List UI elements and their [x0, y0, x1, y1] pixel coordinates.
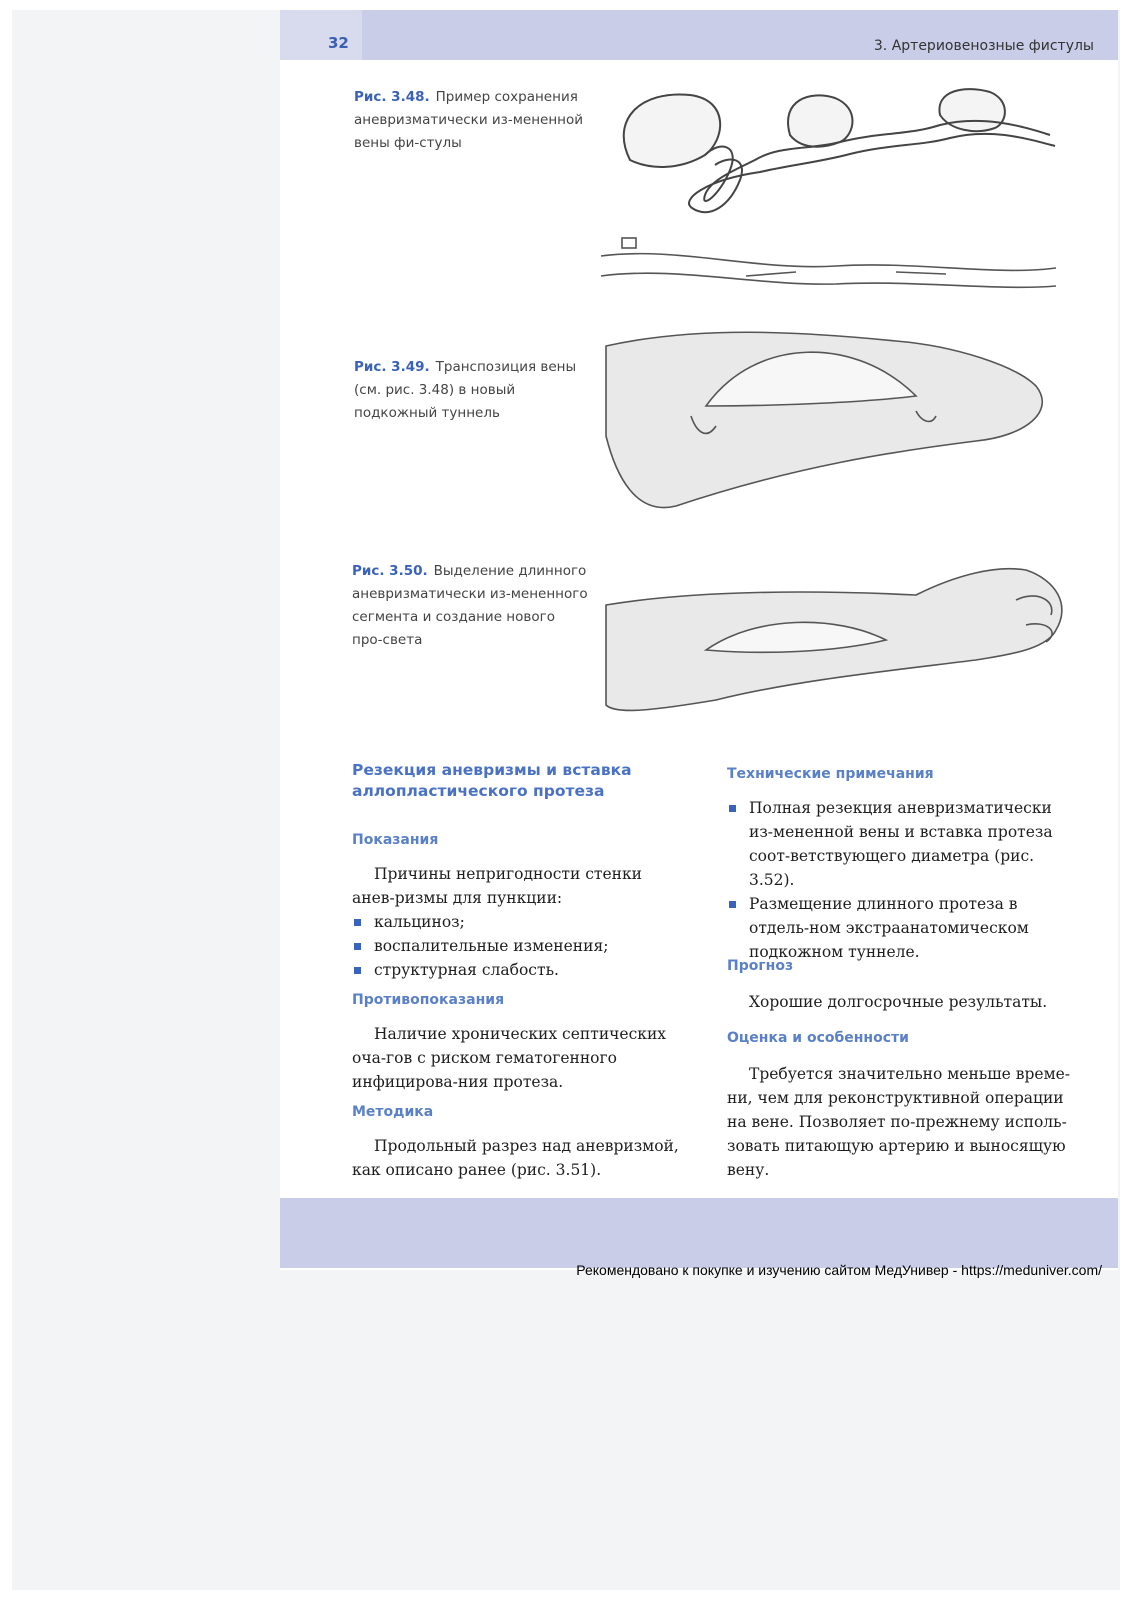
list-item: Полная резекция аневризматически из-мененной вены и вставка протеза соот-ветствующего диаметра (рис. 3.52). [727, 796, 1079, 892]
bullet-square-icon [354, 919, 361, 926]
page-number-box [280, 10, 362, 60]
figure-caption-3-50 [352, 560, 588, 652]
footer-band [280, 1198, 1118, 1268]
page-number: 32 [328, 34, 349, 52]
section-title-resection: Резекция аневризмы и вставка аллопластического протеза [352, 761, 632, 800]
bullet-square-icon [354, 967, 361, 974]
subhead-indications: Показания [352, 832, 439, 848]
method-text: Продольный разрез над аневризмой, как описано ранее (рис. 3.51). [352, 1137, 679, 1179]
figure-caption-text: Транспозиция вены (см. рис. 3.48) в новый подкожный туннель [354, 359, 577, 421]
subhead-method: Методика [352, 1104, 434, 1120]
running-head: 3. Артериовенозные фистулы [873, 38, 1094, 54]
figure-label: Рис. 3.48. [354, 89, 430, 105]
figure-illustration-aneurysmal-vein [610, 80, 1080, 230]
technical-notes-list [727, 796, 1079, 964]
figure-illustration-vein-transposition [596, 236, 1076, 526]
list-item: Размещение длинного протеза в отдель-ном экстраанатомическом подкожном туннеле. [727, 892, 1079, 964]
list-item: кальциноз; [352, 910, 688, 934]
figure-label: Рис. 3.49. [354, 359, 430, 375]
subhead-evaluation: Оценка и особенности [727, 1030, 909, 1046]
subhead-technical-notes: Технические примечания [727, 766, 934, 782]
evaluation-text: Требуется значительно меньше време-ни, чем для реконструктивной операции на вене. Позволяет по-прежнему исполь-зовать питающую артерию и выносящую вену. [727, 1065, 1071, 1179]
indications-intro: Причины непригодности стенки анев-ризмы для пункции: [352, 865, 642, 907]
figure-caption-3-48 [354, 86, 584, 155]
bullet-square-icon [729, 805, 736, 812]
figure-caption-3-49 [354, 356, 584, 425]
bullet-square-icon [729, 901, 736, 908]
figure-illustration-forearm-segment [596, 560, 1076, 730]
bullet-square-icon [354, 943, 361, 950]
indications-list [352, 910, 688, 982]
figure-caption-text: Пример сохранения аневризматически из-мененной вены фи-стулы [354, 89, 584, 151]
subhead-prognosis: Прогноз [727, 958, 794, 974]
list-item: воспалительные изменения; [352, 934, 688, 958]
prognosis-text: Хорошие долгосрочные результаты. [749, 993, 1048, 1011]
figure-caption-text: Выделение длинного аневризматически из-мененного сегмента и создание нового про-света [352, 563, 588, 648]
subhead-contraindications: Противопоказания [352, 992, 505, 1008]
contraindications-text: Наличие хронических септических оча-гов с риском гематогенного инфицирова-ния протеза. [352, 1025, 667, 1091]
list-item: структурная слабость. [352, 958, 688, 982]
recommendation-footer: Рекомендовано к покупке и изучению сайтом МедУнивер - https://meduniver.com/ [576, 1262, 1102, 1278]
figure-label: Рис. 3.50. [352, 563, 428, 579]
